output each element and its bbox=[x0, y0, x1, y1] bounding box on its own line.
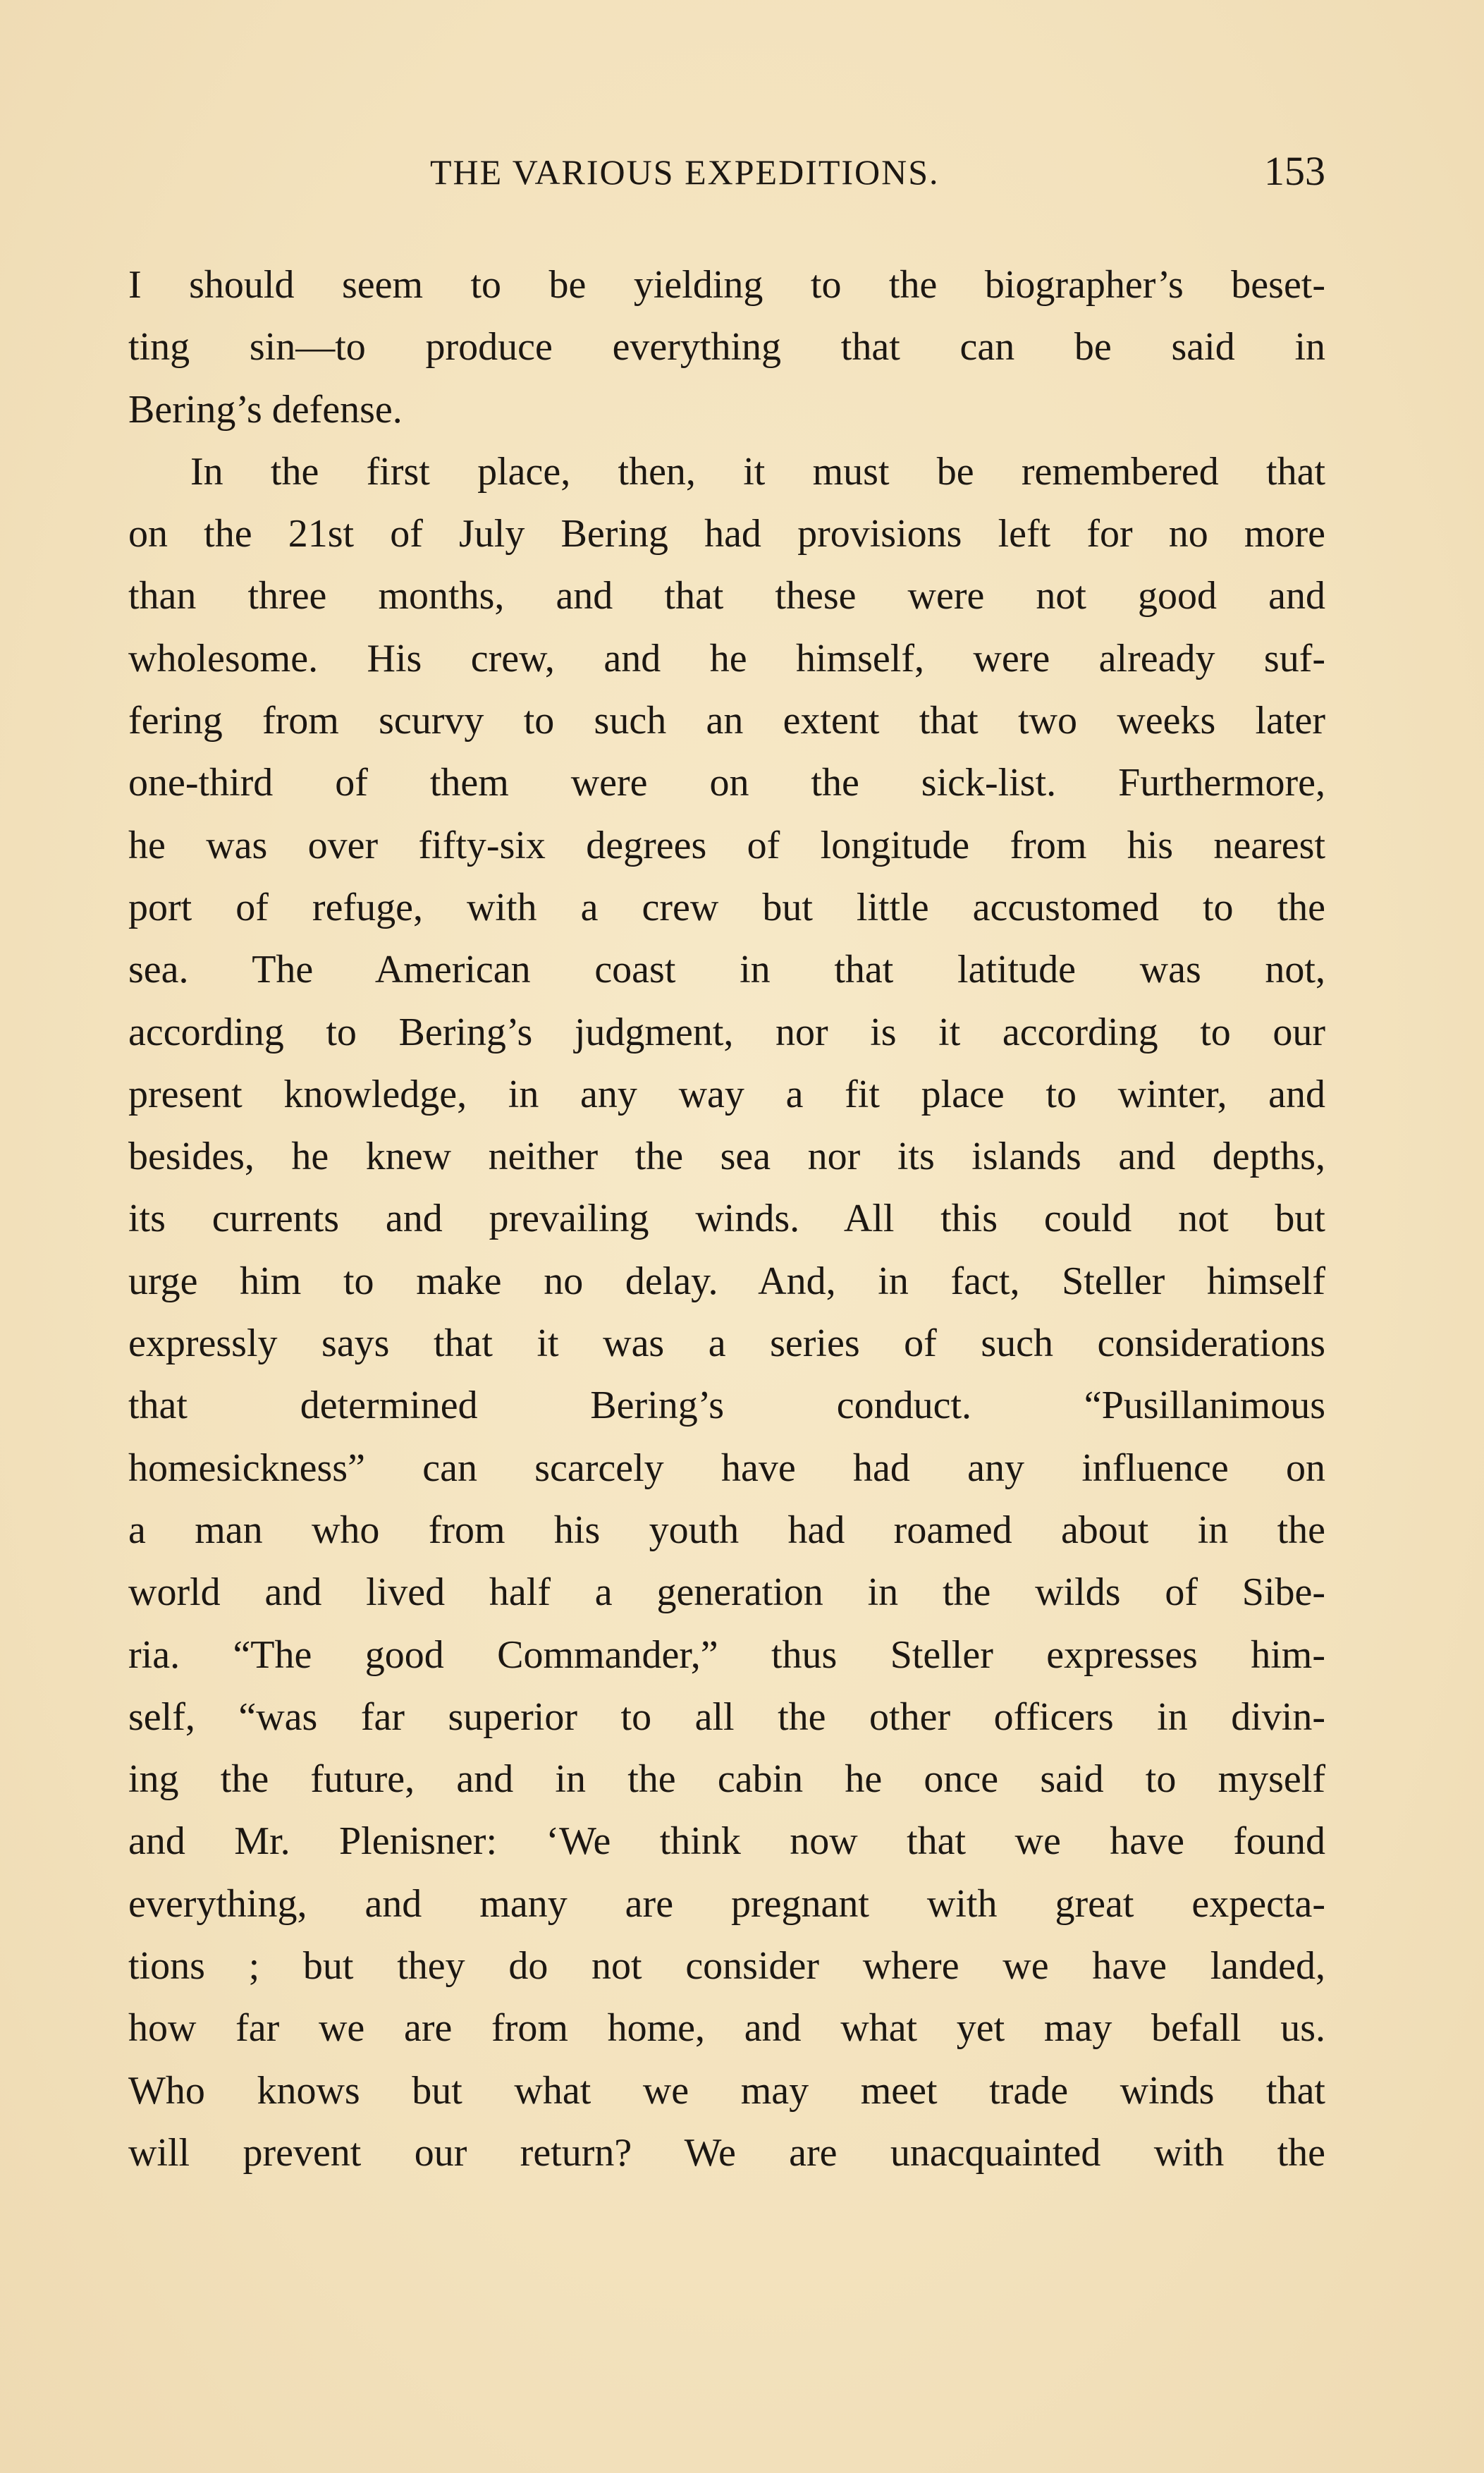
text-line: on the 21st of July Bering had provisions left for no more bbox=[128, 512, 1325, 556]
page-number: 153 bbox=[1264, 148, 1325, 194]
text-line: will prevent our return? We are unacquainted with the bbox=[128, 2130, 1325, 2175]
text-line: fering from scurvy to such an extent that two weeks later bbox=[128, 699, 1325, 743]
text-line: everything, and many are pregnant with great expecta- bbox=[128, 1881, 1325, 1926]
text-line: urge him to make no delay. And, in fact, Steller himself bbox=[128, 1259, 1325, 1303]
text-line: self, “was far superior to all the other officers in divin- bbox=[128, 1695, 1325, 1739]
text-line: ting sin—to produce everything that can be said in bbox=[128, 325, 1325, 370]
text-line: ria. “The good Commander,” thus Steller expresses him- bbox=[128, 1632, 1325, 1677]
text-line: homesickness” can scarcely have had any influence on bbox=[128, 1446, 1325, 1490]
text-line: according to Bering’s judgment, nor is it according to our bbox=[128, 1010, 1325, 1054]
text-line: I should seem to be yielding to the biographer’s beset- bbox=[128, 263, 1325, 307]
text-line: one-third of them were on the sick-list. Furthermore, bbox=[128, 761, 1325, 805]
text-line: its currents and prevailing winds. All this could not but bbox=[128, 1197, 1325, 1241]
text-line: world and lived half a generation in the wilds of Sibe- bbox=[128, 1570, 1325, 1615]
text-line: sea. The American coast in that latitude was not, bbox=[128, 948, 1325, 992]
text-line: he was over fifty-six degrees of longitude from his nearest bbox=[128, 823, 1325, 867]
text-line: than three months, and that these were not good and bbox=[128, 574, 1325, 618]
text-line: tions ; but they do not consider where we have landed, bbox=[128, 1944, 1325, 1989]
text-line: Who knows but what we may meet trade winds that bbox=[128, 2068, 1325, 2113]
text-line: port of refuge, with a crew but little accustomed to the bbox=[128, 885, 1325, 929]
text-line: besides, he knew neither the sea nor its islands and depths, bbox=[128, 1135, 1325, 1179]
body-text bbox=[128, 254, 1325, 2184]
running-head: THE VARIOUS EXPEDITIONS. bbox=[430, 152, 940, 192]
text-line: Bering’s defense. bbox=[128, 387, 403, 432]
text-line: ing the future, and in the cabin he once said to myself bbox=[128, 1757, 1325, 1802]
text-line: expressly says that it was a series of such considerations bbox=[128, 1321, 1325, 1366]
text-line: that determined Bering’s conduct. “Pusillanimous bbox=[128, 1384, 1325, 1428]
text-line: present knowledge, in any way a fit place to winter, and bbox=[128, 1072, 1325, 1116]
text-line: how far we are from home, and what yet may befall us. bbox=[128, 2006, 1325, 2051]
paragraph-start-line: In the first place, then, it must be remembered that bbox=[190, 449, 1325, 494]
text-line: wholesome. His crew, and he himself, were already suf- bbox=[128, 636, 1325, 680]
page-header bbox=[127, 148, 1325, 208]
text-line: a man who from his youth had roamed about in the bbox=[128, 1508, 1325, 1552]
text-line: and Mr. Plenisner: ‘We think now that we have found bbox=[128, 1819, 1325, 1864]
